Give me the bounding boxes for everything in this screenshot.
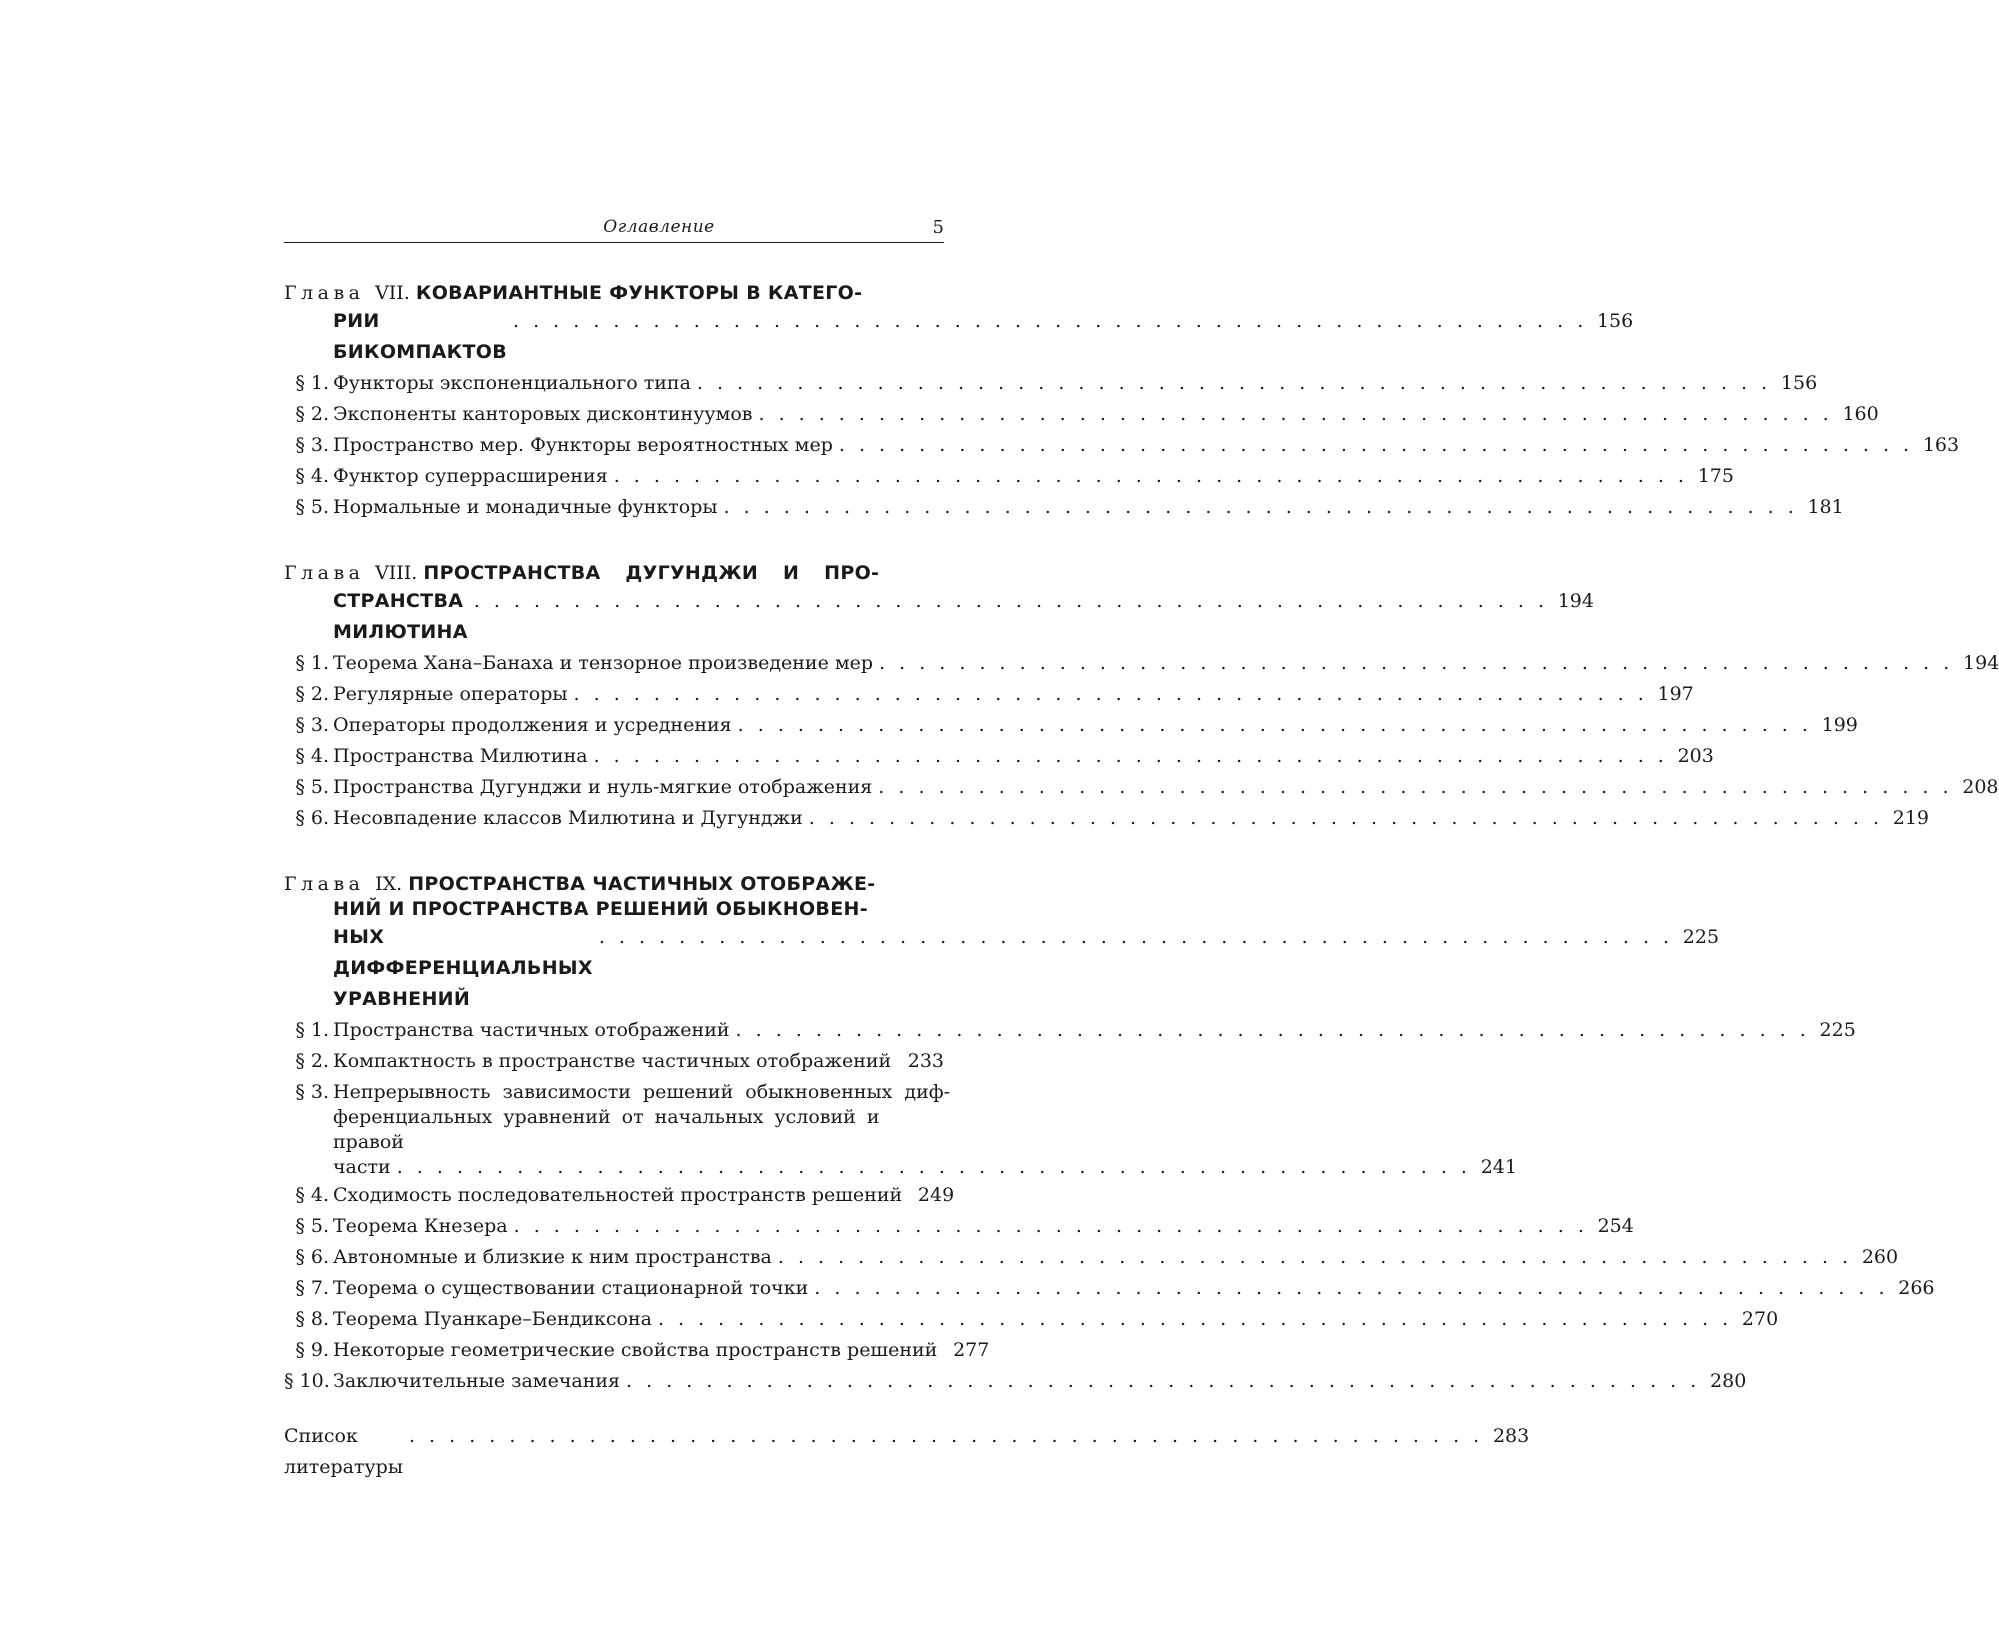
section-page: 163 <box>1922 434 1960 456</box>
chapter-9 <box>284 872 1935 1397</box>
leader-dots: . . . . . . . . . . . . . . . . . . . . . . . . . . . . . . . . . . . . . . . . . . . . . . . . . . . . . . <box>758 403 1833 425</box>
section-title: Пространства частичных отображений <box>333 1019 730 1041</box>
chapter-title-line: РИИ БИКОМПАКТОВ <box>333 310 508 363</box>
leader-dots <box>897 1046 898 1077</box>
section-page: 254 <box>1597 1215 1634 1237</box>
section-page: 197 <box>1657 683 1694 705</box>
leader-dots: . . . . . . . . . . . . . . . . . . . . . . . . . . . . . . . . . . . . . . . . . . . . . . . . . . . . . . <box>473 590 1548 612</box>
leader-dots: . . . . . . . . . . . . . . . . . . . . . . . . . . . . . . . . . . . . . . . . . . . . . . . . . . . . . . <box>613 465 1688 487</box>
section-title: Пространство мер. Функторы вероятностных мер <box>333 434 833 456</box>
section-number: § 5. <box>295 1215 329 1237</box>
section-page: 266 <box>1898 1277 1935 1299</box>
chapter-page: 156 <box>1596 310 1634 332</box>
section-number: § 2. <box>295 1050 329 1072</box>
section-title: Компактность в пространстве частичных отображений <box>333 1050 892 1072</box>
section-page: 241 <box>1480 1156 1517 1178</box>
toc-entry[interactable] <box>284 1304 1779 1335</box>
section-number: § 5. <box>295 776 329 798</box>
section-number: § 5. <box>295 496 329 518</box>
chapter-prefix: Глава VII. <box>284 282 410 304</box>
toc-entry[interactable] <box>284 772 1999 803</box>
leader-dots: . . . . . . . . . . . . . . . . . . . . . . . . . . . . . . . . . . . . . . . . . . . . . . . . . . . . . . <box>808 807 1884 829</box>
section-number: § 2. <box>295 683 329 705</box>
bibliography-title: Список литературы <box>284 1425 403 1478</box>
leader-dots: . . . . . . . . . . . . . . . . . . . . . . . . . . . . . . . . . . . . . . . . . . . . . . . . . . . . . . <box>513 310 1588 332</box>
section-number: § 9. <box>295 1339 329 1361</box>
running-head-title: Оглавление <box>603 217 715 237</box>
chapter-prefix: Глава VIII. <box>284 562 418 584</box>
section-number: § 6. <box>295 807 329 829</box>
section-page: 233 <box>907 1050 944 1072</box>
section-page: 194 <box>1963 652 1999 674</box>
leader-dots: . . . . . . . . . . . . . . . . . . . . . . . . . . . . . . . . . . . . . . . . . . . . . . . . . . . . . . <box>408 1425 1484 1447</box>
section-title: Теорема о существовании стационарной точки <box>333 1277 809 1299</box>
chapter-title-line: НЫХ ДИФФЕРЕНЦИАЛЬНЫХ УРАВНЕНИЙ <box>333 926 593 1010</box>
section-page: 160 <box>1842 403 1879 425</box>
section-title: Операторы продолжения и усреднения <box>333 714 732 736</box>
section-title-line: ференциальных уравнений от начальных условий и правой <box>333 1106 880 1153</box>
leader-dots: . . . . . . . . . . . . . . . . . . . . . . . . . . . . . . . . . . . . . . . . . . . . . . . . . . . . . . <box>814 1277 1889 1299</box>
section-page: 175 <box>1697 465 1734 487</box>
section-number: § 1. <box>295 652 329 674</box>
section-number: § 7. <box>295 1277 329 1299</box>
section-number: § 3. <box>295 714 329 736</box>
section-title: Заключительные замечания <box>333 1370 621 1392</box>
toc-entry[interactable] <box>284 1211 1634 1242</box>
leader-dots: . . . . . . . . . . . . . . . . . . . . . . . . . . . . . . . . . . . . . . . . . . . . . . . . . . . . . . <box>735 1019 1810 1041</box>
section-title: Теорема Кнезера <box>333 1215 508 1237</box>
leader-dots: . . . . . . . . . . . . . . . . . . . . . . . . . . . . . . . . . . . . . . . . . . . . . . . . . . . . . . <box>573 683 1648 705</box>
leader-dots: . . . . . . . . . . . . . . . . . . . . . . . . . . . . . . . . . . . . . . . . . . . . . . . . . . . . . . <box>878 776 1953 798</box>
section-title: Регулярные операторы <box>333 683 568 705</box>
section-number: § 3. <box>295 1081 329 1103</box>
section-page: 225 <box>1819 1019 1856 1041</box>
toc-entry[interactable] <box>284 368 1818 399</box>
section-page: 280 <box>1710 1370 1747 1392</box>
toc-entry[interactable] <box>284 461 1734 492</box>
running-head <box>284 214 944 243</box>
toc-entry[interactable] <box>284 399 1879 430</box>
toc-entry[interactable] <box>284 1015 1856 1046</box>
leader-dots: . . . . . . . . . . . . . . . . . . . . . . . . . . . . . . . . . . . . . . . . . . . . . . . . . . . . . . <box>777 1246 1853 1268</box>
leader-dots: . . . . . . . . . . . . . . . . . . . . . . . . . . . . . . . . . . . . . . . . . . . . . . . . . . . . . . <box>593 745 1668 767</box>
toc-entry[interactable] <box>284 1242 1899 1273</box>
section-number: § 4. <box>295 1184 329 1206</box>
section-page: 199 <box>1821 714 1858 736</box>
section-number: § 1. <box>295 1019 329 1041</box>
chapter-page: 225 <box>1682 926 1720 948</box>
leader-dots: . . . . . . . . . . . . . . . . . . . . . . . . . . . . . . . . . . . . . . . . . . . . . . . . . . . . . . <box>723 496 1798 518</box>
section-title: Экспоненты канторовых дисконтинуумов <box>333 403 753 425</box>
chapter-7 <box>284 281 1960 523</box>
chapter-number: IX. <box>375 873 403 895</box>
section-number: § 6. <box>295 1246 329 1268</box>
section-title: Теорема Хана–Банаха и тензорное произведение мер <box>333 652 874 674</box>
section-page: 249 <box>917 1184 955 1206</box>
section-page: 260 <box>1861 1246 1899 1268</box>
section-page: 156 <box>1780 372 1818 394</box>
section-title: Сходимость последовательностей пространств решений <box>333 1184 903 1206</box>
section-number: § 4. <box>295 745 329 767</box>
section-title: Пространства Милютина <box>333 745 588 767</box>
section-title: Теорема Пуанкаре–Бендиксона <box>333 1308 652 1330</box>
section-title-line: части <box>333 1156 391 1178</box>
section-number: § 4. <box>295 465 329 487</box>
toc-entry[interactable] <box>284 430 1960 461</box>
section-page: 277 <box>953 1339 990 1361</box>
toc-entry[interactable] <box>284 1046 944 1077</box>
section-title: Несовпадение классов Милютина и Дугунджи <box>333 807 803 829</box>
chapter-title-line: НИЙ И ПРОСТРАНСТВА РЕШЕНИЙ ОБЫКНОВЕН- <box>333 898 868 920</box>
toc-entry[interactable] <box>284 1335 990 1366</box>
toc-entry-bibliography[interactable] <box>284 1421 1530 1483</box>
chapter-title-line: КОВАРИАНТНЫЕ ФУНКТОРЫ В КАТЕГО- <box>415 282 863 304</box>
leader-dots: . . . . . . . . . . . . . . . . . . . . . . . . . . . . . . . . . . . . . . . . . . . . . . . . . . . . . . <box>879 652 1954 674</box>
leader-dots: . . . . . . . . . . . . . . . . . . . . . . . . . . . . . . . . . . . . . . . . . . . . . . . . . . . . . . <box>657 1308 1733 1330</box>
leader-dots: . . . . . . . . . . . . . . . . . . . . . . . . . . . . . . . . . . . . . . . . . . . . . . . . . . . . . . <box>696 372 1772 394</box>
section-number: § 1. <box>295 372 329 394</box>
chapter-title-line: СТРАНСТВА МИЛЮТИНА <box>333 590 468 643</box>
section-title: Автономные и близкие к ним пространства <box>333 1246 772 1268</box>
leader-dots: . . . . . . . . . . . . . . . . . . . . . . . . . . . . . . . . . . . . . . . . . . . . . . . . . . . . . . <box>513 1215 1588 1237</box>
toc-entry[interactable] <box>284 1180 955 1211</box>
section-page: 219 <box>1892 807 1930 829</box>
leader-dots: . . . . . . . . . . . . . . . . . . . . . . . . . . . . . . . . . . . . . . . . . . . . . . . . . . . . . . <box>737 714 1812 736</box>
chapter-title-line: ПРОСТРАНСТВА ДУГУНДЖИ И ПРО- <box>423 562 880 584</box>
section-number: § 10. <box>284 1370 330 1392</box>
section-title-line: Непрерывность зависимости решений обыкновенных диф- <box>333 1081 951 1103</box>
section-title: Функтор суперрасширения <box>333 465 608 487</box>
toc-entry[interactable] <box>284 741 1714 772</box>
toc-page <box>284 214 1999 1483</box>
running-head-page-number: 5 <box>932 217 944 238</box>
section-page: 208 <box>1962 776 1999 798</box>
section-page: 181 <box>1807 496 1844 518</box>
section-page: 270 <box>1741 1308 1779 1330</box>
section-page: 203 <box>1677 745 1714 767</box>
section-number: § 3. <box>295 434 329 456</box>
section-title: Нормальные и монадичные функторы <box>333 496 718 518</box>
toc-entry[interactable] <box>284 710 1858 741</box>
toc-entry-multiline[interactable] <box>284 1077 1517 1180</box>
chapter-number: VIII. <box>375 562 418 584</box>
section-number: § 8. <box>295 1308 329 1330</box>
toc-entry[interactable] <box>284 1366 1747 1397</box>
section-number: § 2. <box>295 403 329 425</box>
toc-entry[interactable] <box>284 1273 1935 1304</box>
section-title: Функторы экспоненциального типа <box>333 372 691 394</box>
chapter-number: VII. <box>375 282 410 304</box>
chapter-prefix: Глава IX. <box>284 873 403 895</box>
leader-dots: . . . . . . . . . . . . . . . . . . . . . . . . . . . . . . . . . . . . . . . . . . . . . . . . . . . . . . <box>626 1370 1701 1392</box>
toc-entry[interactable] <box>284 492 1844 523</box>
leader-dots: . . . . . . . . . . . . . . . . . . . . . . . . . . . . . . . . . . . . . . . . . . . . . . . . . . . . . . <box>396 1156 1471 1178</box>
chapter-title-line: ПРОСТРАНСТВА ЧАСТИЧНЫХ ОТОБРАЖЕ- <box>408 873 876 895</box>
bibliography-page: 283 <box>1492 1425 1530 1447</box>
leader-dots: . . . . . . . . . . . . . . . . . . . . . . . . . . . . . . . . . . . . . . . . . . . . . . . . . . . . . . <box>838 434 1914 456</box>
toc-entry[interactable] <box>284 679 1694 710</box>
section-title: Пространства Дугунджи и нуль-мягкие отображения <box>333 776 873 798</box>
section-title: Некоторые геометрические свойства пространств решений <box>333 1339 938 1361</box>
leader-dots: . . . . . . . . . . . . . . . . . . . . . . . . . . . . . . . . . . . . . . . . . . . . . . . . . . . . . . <box>598 926 1674 948</box>
toc-entry[interactable] <box>284 648 1999 679</box>
chapter-8 <box>284 561 1999 834</box>
toc-entry[interactable] <box>284 803 1930 834</box>
chapter-page: 194 <box>1557 590 1594 612</box>
